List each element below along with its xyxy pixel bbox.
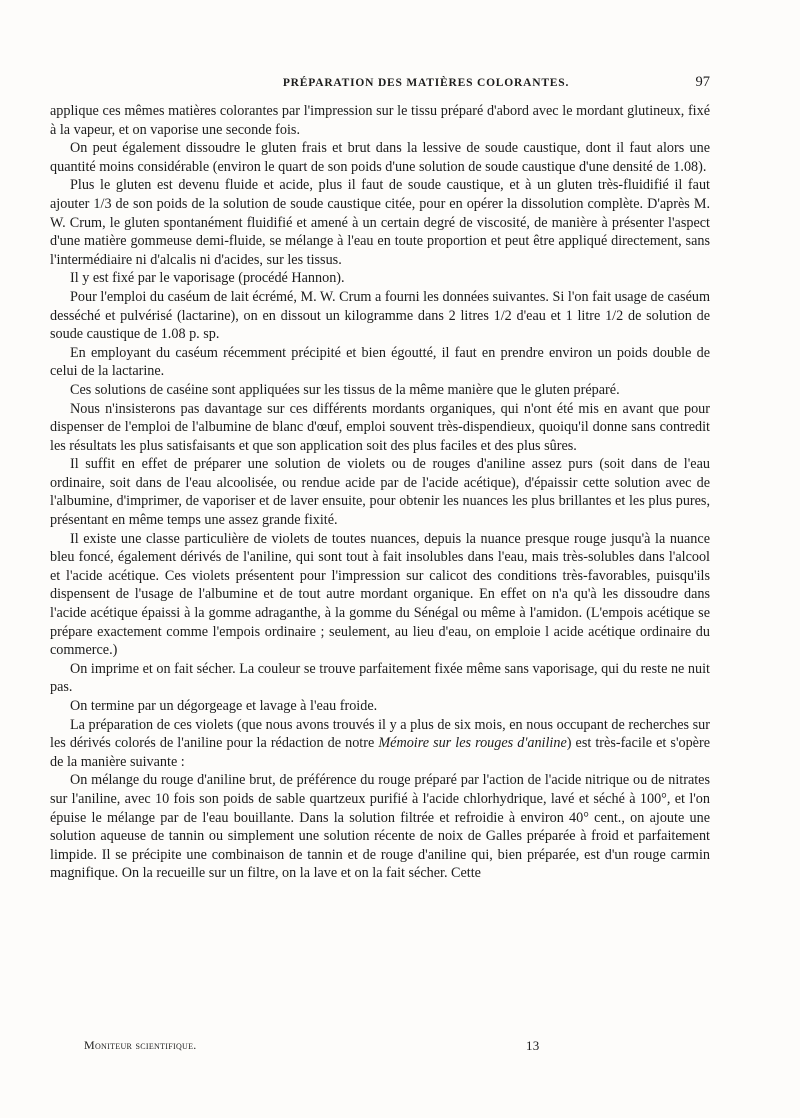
paragraph: Il y est fixé par le vaporisage (procédé Hannon).: [70, 270, 345, 287]
paragraph: Ces solutions de caséine sont appliquées sur les tissus de la même manière que le gluten préparé.: [70, 381, 620, 398]
paragraph: Il suffit en effet de préparer une solution de violets ou de rouges d'aniline assez purs (soit dans de l'eau ordinaire, soit dans de l'eau alcoolisée, ou rendue acide par de l'acide acétique), d'épaissir cette solution avec de l'albumine, d'imprimer, de vaporiser et de laver ensuite, pour obtenir les nuances les plus brillantes et les plus pures, présentant en même temps une assez grande fixité.: [50, 456, 710, 529]
paragraph: En employant du caséum récemment précipité et bien égoutté, il faut en prendre environ un poids double de celui de la lactarine.: [50, 344, 710, 380]
page-number: 97: [695, 74, 710, 90]
paragraph-memoire: [50, 716, 710, 772]
paragraph: Nous n'insisterons pas davantage sur ces différents mordants organiques, qui n'ont été mis en avant que pour dispenser de l'emploi de l'albumine de blanc d'œuf, emploi souvent très-dispendieux, quoiqu'il donne sans contredit les résultats les plus satisfaisants et que son application soit des plus faciles et des plus sûres.: [50, 400, 710, 454]
memoire-title: Mémoire sur les rouges d'aniline: [378, 735, 567, 752]
paragraph: applique ces mêmes matières colorantes par l'impression sur le tissu préparé d'abord avec le mordant glutineux, fixé à la vapeur, et on vaporise une seconde fois.: [50, 103, 710, 138]
paragraph: On imprime et on fait sécher. La couleur se trouve parfaitement fixée même sans vaporisage, qui du reste ne nuit pas.: [50, 660, 710, 696]
paragraph: Pour l'emploi du caséum de lait écrémé, M. W. Crum a fourni les données suivantes. Si l'on fait usage de caséum desséché et pulvérisé (lactarine), on en dissout un kilogramme dans 2 litres 1/2 d'eau et 1 litre 1/2 de solution de soude caustique de 1.08 p. sp.: [50, 288, 710, 343]
paragraph: On peut également dissoudre le gluten frais et brut dans la lessive de soude caustique, dont il faut alors une quantité moins considérable (environ le quart de son poids d'une solution de soude caustique d'une densité de 1.08).: [50, 140, 710, 175]
running-title: PRÉPARATION DES MATIÈRES COLORANTES.: [282, 77, 570, 89]
paragraph-text: La préparation de ces violets (que nous avons trouvés il y a plus de six mois, en nous occupant de recherches sur les dérivés colorés de l'aniline pour la rédaction de notre: [50, 716, 710, 752]
paragraph: Plus le gluten est devenu fluide et acide, plus il faut de soude caustique, et à un gluten très-fluidifié il faut ajouter 1/3 de son poids de la solution de soude caustique citée, pour en opérer la dissolution complète. D'après M. W. Crum, le gluten spontanément fluidifié et amené à un certain degré de viscosité, de manière à présenter l'aspect d'une matière gommeuse demi-fluide, se mélange à l'eau en toute proportion et peut être appliqué directement, sans l'intermédiaire ni d'alcalis ni d'acides, sur les tissus.: [50, 177, 710, 268]
paragraph: On mélange du rouge d'aniline brut, de préférence du rouge préparé par l'action de l'acide nitrique ou de nitrates sur l'aniline, avec 10 fois son poids de sable quartzeux purifié à l'acide chlorhydrique, lavé et séché à 100°, et l'on épuise le mélange par de l'eau bouillante. Dans la solution filtrée et refroidie à environ 40° cent., on ajoute une solution aqueuse de tannin ou simplement une solution récente de noix de Galles préparée à froid et parfaitement limpide. Il se précipite une combinaison de tannin et de rouge d'aniline qui, bien préparée, est d'un rouge carmin magnifique. On la recueille sur un filtre, on la lave et on la fait sécher. Cette: [50, 772, 710, 882]
paragraph: On termine par un dégorgeage et lavage à l'eau froide.: [70, 698, 378, 714]
journal-name: Moniteur scientifique.: [84, 1038, 197, 1052]
signature-mark: 13: [526, 1038, 540, 1053]
paragraph-text: ) est très-facile et s'opère de la manière suivante :: [50, 735, 711, 770]
running-head: [142, 74, 710, 100]
body-text: [50, 102, 710, 883]
paragraph: Il existe une classe particulière de violets de toutes nuances, depuis la nuance presque rouge jusqu'à la nuance bleu foncé, également dérivés de l'aniline, qui sont tout à fait insolubles dans l'eau, mais très-solubles dans l'alcool et l'acide acétique. Ces violets présentent pour l'impression sur calicot des conditions très-favorables, puisqu'ils dispensent de l'usage de l'albumine et de tout autre mordant organique. En effet on n'a qu'à les dissoudre dans l'acide acétique épaissi à la gomme adraganthe, à la gomme du Sénégal ou même à l'amidon. (L'empois acétique se prépare exactement comme l'empois ordinaire ; seulement, au lieu d'eau, on emploie l acide acétique ordinaire du commerce.): [50, 530, 710, 659]
